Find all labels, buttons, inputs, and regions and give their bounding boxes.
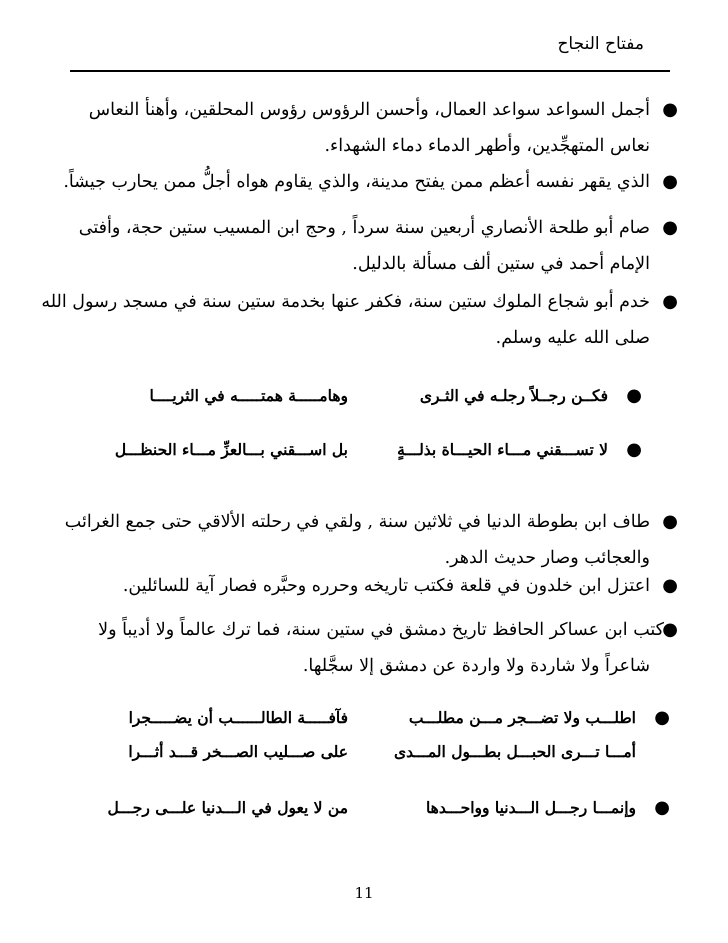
verse-second-hemistich: على صـــليب الصـــخر قـــد أثـــرا [128,742,348,761]
bullet-icon: ● [662,511,678,532]
bullet-icon: ● [662,575,678,596]
paragraph-line: صام أبو طلحة الأنصاري أربعين سنة سرداً , وحج ابن المسيب ستين حجة، وأفتى [78,218,650,238]
page-number: 11 [354,884,374,902]
verse-first-hemistich: لا تســـقني مـــاء الحيـــاة بذلـــةٍ [397,440,608,459]
bullet-icon: ● [662,217,678,238]
paragraph-line: أجمل السواعد سواعد العمال، وأحسن الرؤوس رؤوس المحلقين، وأهنأ النعاس [88,100,650,120]
verse-second-hemistich: فآفـــــة الطالــــــب أن يضـــــجرا [128,708,348,727]
paragraph-line: شاعراً ولا شاردة ولا واردة عن دمشق إلا سجَّلها. [302,656,650,676]
bullet-icon: ● [662,291,678,312]
page-header-title: مفتاح النجاح [557,34,644,54]
verse-first-hemistich: وإنمـــا رجـــل الـــدنيا وواحـــدها [425,798,636,817]
bullet-icon: ● [654,797,670,818]
paragraph-line: خدم أبو شجاع الملوك ستين سنة، فكفر عنها بخدمة ستين سنة في مسجد رسول الله [41,292,650,312]
bullet-icon: ● [662,171,678,192]
paragraph-line: الإمام أحمد في ستين ألف مسألة بالدليل. [352,254,650,274]
verse-second-hemistich: بل اســـقني بـــالعزِّ مـــاء الحنظـــل [114,440,348,459]
header-rule [70,70,670,72]
bullet-icon: ● [626,385,642,406]
verse-second-hemistich: وهامـــــة همتـــــه في الثريــــا [149,386,348,405]
verse-first-hemistich: فكــن رجــلاً رجلـه في الثـرى [419,386,608,405]
paragraph-line: والعجائب وصار حديث الدهر. [444,548,650,568]
bullet-icon: ● [626,439,642,460]
paragraph-line: اعتزل ابن خلدون في قلعة فكتب تاريخه وحرره وحبَّره فصار آية للسائلين. [122,576,650,596]
paragraph-line: طاف ابن بطوطة الدنيا في ثلاثين سنة , ولقي في رحلته الألاقي حتى جمع الغرائب [64,512,650,532]
bullet-icon: ● [662,619,678,640]
bullet-icon: ● [654,707,670,728]
verse-first-hemistich: أمـــا تـــرى الحبـــل بطـــول المـــدى [393,742,636,761]
verse-first-hemistich: اطلـــب ولا تضـــجر مـــن مطلـــب [408,708,636,727]
paragraph-line: صلى الله عليه وسلم. [495,328,650,348]
paragraph-line: كتب ابن عساكر الحافظ تاريخ دمشق في ستين سنة، فما ترك عالماً ولا أديباً ولا [98,620,664,640]
paragraph-line: الذي يقهر نفسه أعظم ممن يفتح مدينة، والذي يقاوم هواه أجلُّ ممن يحارب جيشاً. [63,172,650,192]
verse-second-hemistich: من لا يعول في الـــدنيا علـــى رجـــل [107,798,348,817]
paragraph-line: نعاس المتهجِّدين، وأطهر الدماء دماء الشهداء. [324,136,650,156]
bullet-icon: ● [662,99,678,120]
